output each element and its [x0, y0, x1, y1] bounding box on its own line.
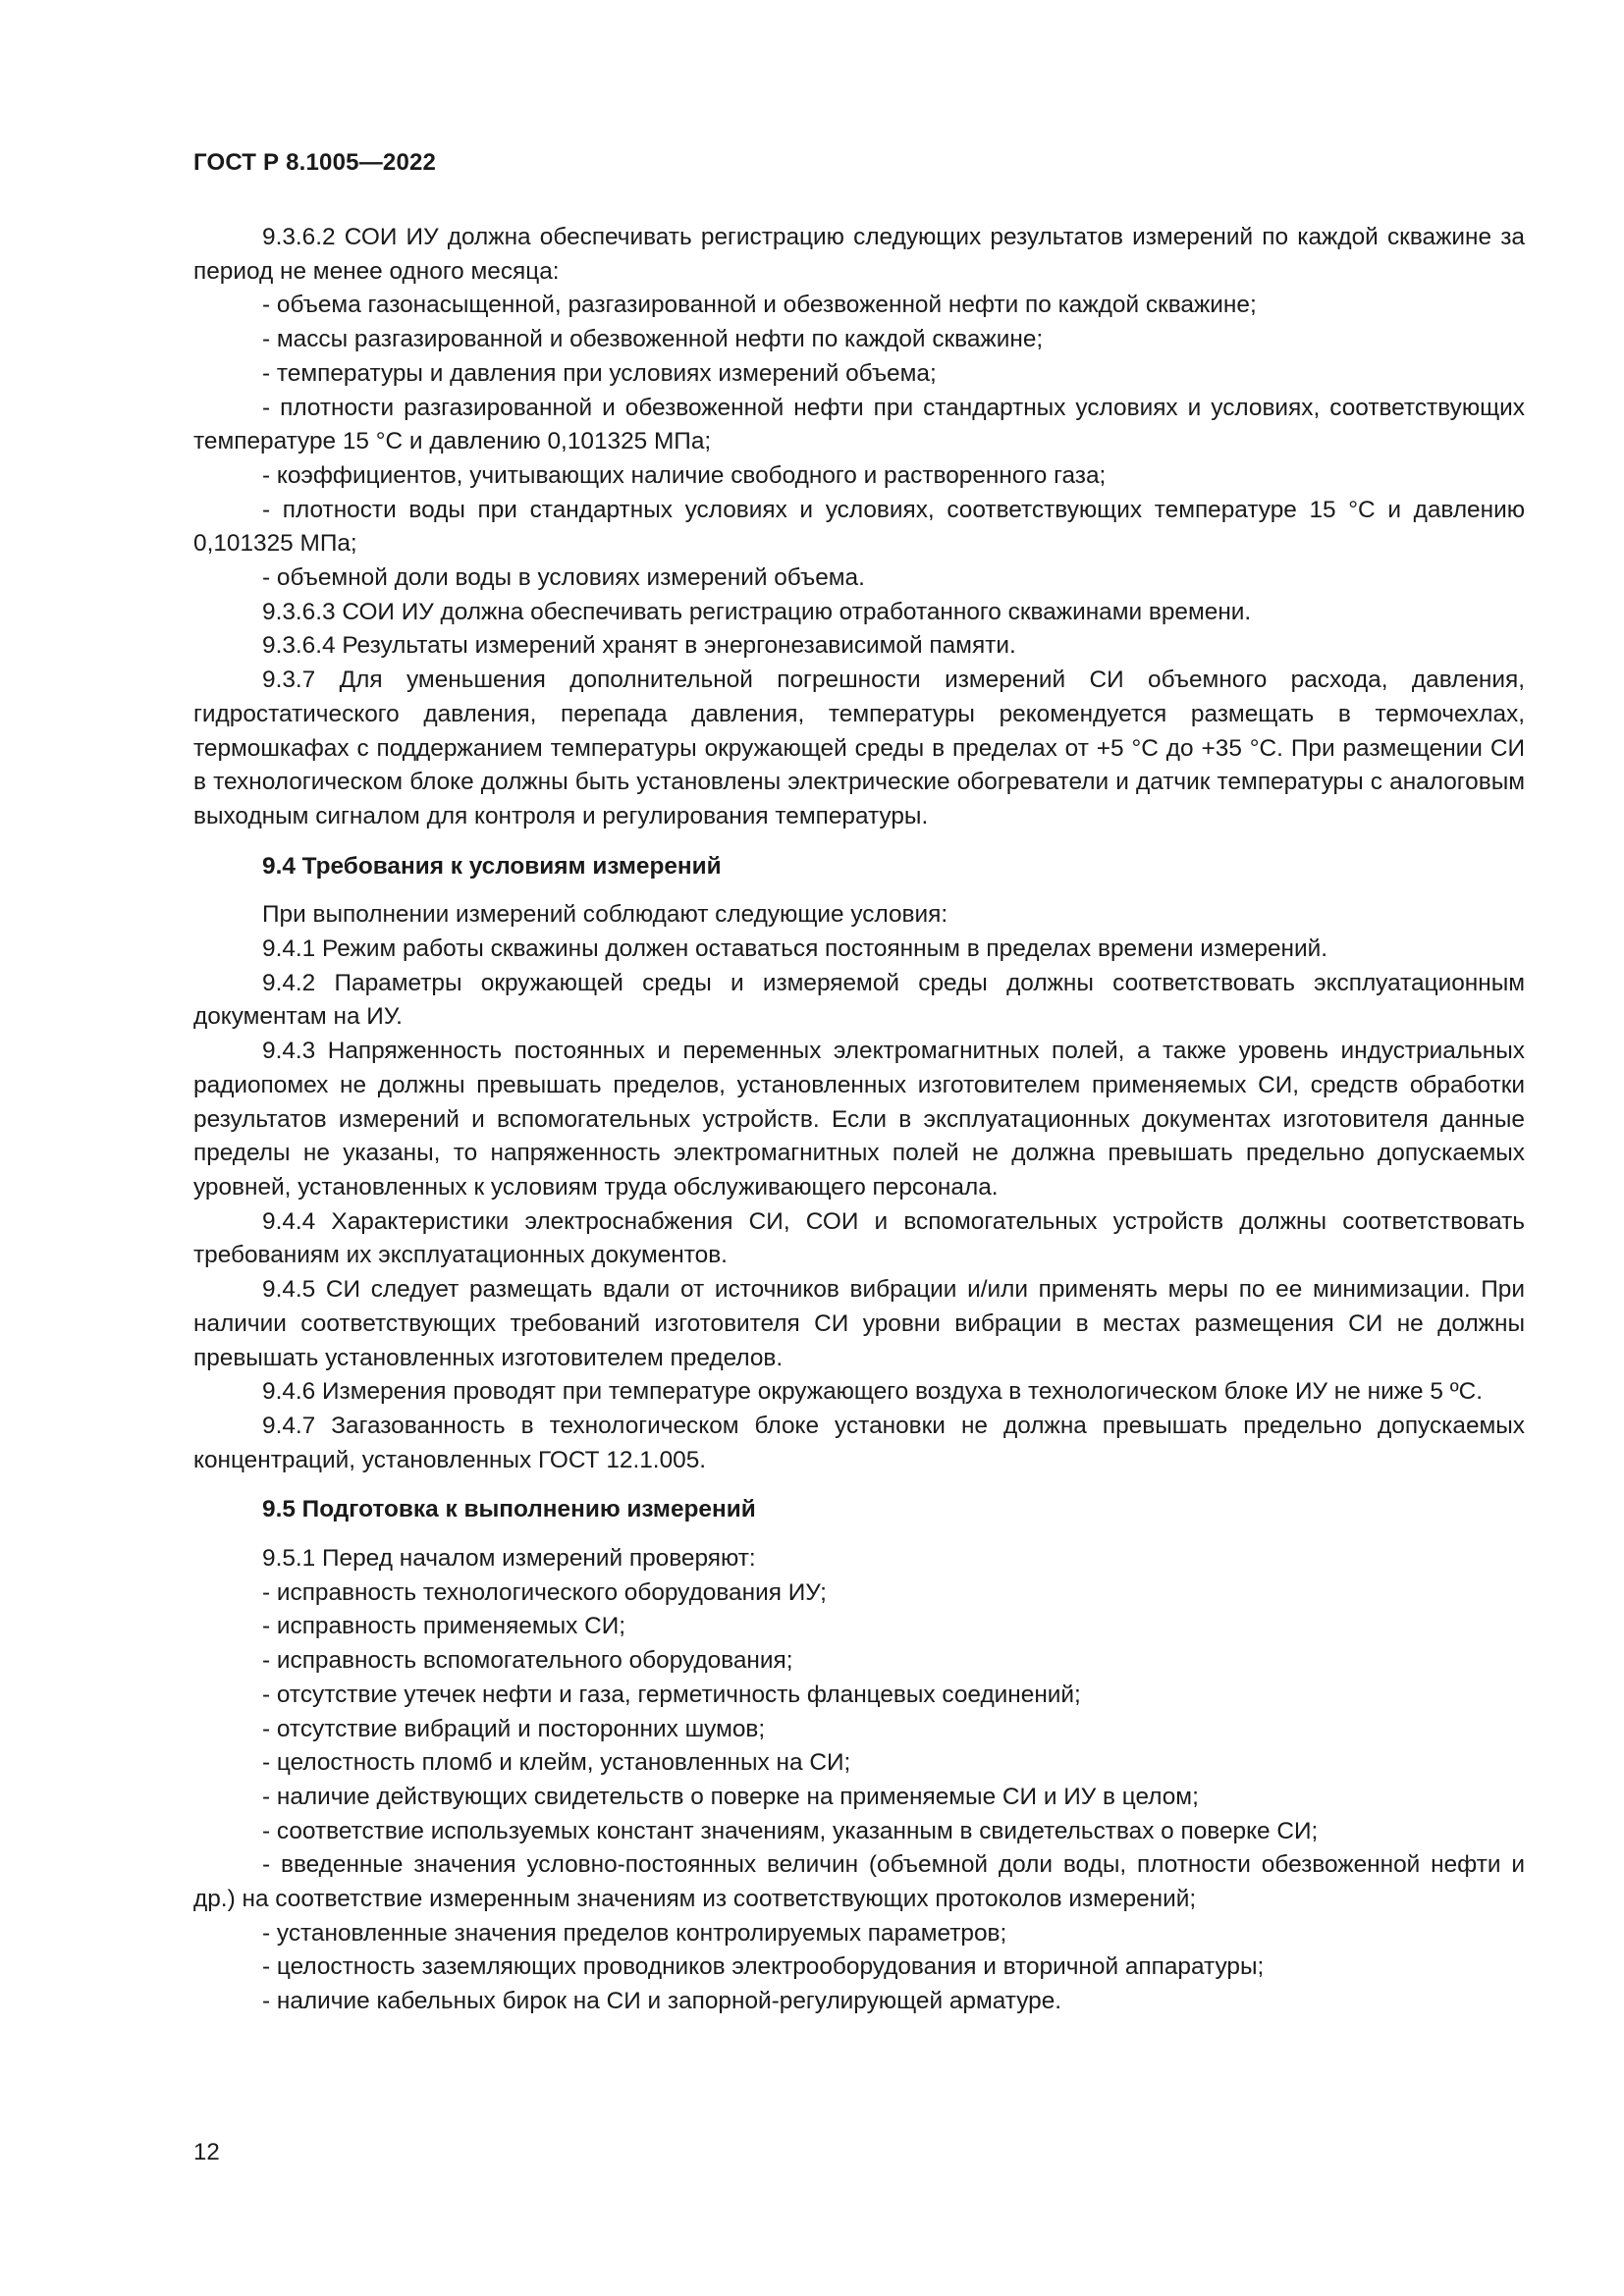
section-title-9-4: 9.4 Требования к условиям измерений	[262, 852, 722, 880]
paragraph-9-4-5: 9.4.5 СИ следует размещать вдали от источников вибрации и/или применять меры по ее минимизации. При наличии соответствующих требований изготовителя СИ уровни вибрации в местах размещения СИ не должны превышать установленных изготовителем пределов.	[193, 1276, 1525, 1371]
list-item: - целостность заземляющих проводников электрооборудования и вторичной аппаратуры;	[262, 1953, 1265, 1981]
list-item: - наличие кабельных бирок на СИ и запорной-регулирующей арматуре.	[262, 1988, 1062, 2015]
page-number: 12	[193, 2139, 220, 2165]
list-item: - установленные значения пределов контролируемых параметров;	[262, 1919, 1007, 1947]
paragraph-9-4-1: 9.4.1 Режим работы скважины должен оставаться постоянным в пределах времени измерений.	[262, 935, 1328, 963]
document-body	[193, 221, 1525, 2019]
paragraph-9-4-2: 9.4.2 Параметры окружающей среды и измеряемой среды должны соответствовать эксплуатационным документам на ИУ.	[193, 969, 1525, 1031]
paragraph-9-5-1: 9.5.1 Перед началом измерений проверяют:	[262, 1545, 756, 1573]
list-item: - температуры и давления при условиях измерений объема;	[262, 359, 937, 387]
paragraph-9-3-6-4: 9.3.6.4 Результаты измерений хранят в энергонезависимой памяти.	[262, 632, 1016, 660]
list-item: - объема газонасыщенной, разгазированной и обезвоженной нефти по каждой скважине;	[262, 292, 1257, 319]
list-item: - исправность вспомогательного оборудования;	[262, 1647, 793, 1675]
list-item: - отсутствие вибраций и посторонних шумов;	[262, 1715, 766, 1742]
paragraph-9-3-6-2: 9.3.6.2 СОИ ИУ должна обеспечивать регистрацию следующих результатов измерений по каждой скважине за период не менее одного месяца:	[193, 224, 1525, 285]
paragraph-9-3-6-3: 9.3.6.3 СОИ ИУ должна обеспечивать регистрацию отработанного скважинами времени.	[262, 598, 1252, 625]
list-item: - плотности воды при стандартных условиях и условиях, соответствующих температуре 15 °С и давлению 0,101325 МПа;	[193, 496, 1525, 558]
list-item: - объемной доли воды в условиях измерений объема.	[262, 564, 865, 592]
list-item: - массы разгазированной и обезвоженной нефти по каждой скважине;	[262, 326, 1044, 353]
paragraph-9-4-7: 9.4.7 Загазованность в технологическом блоке установки не должна превышать предельно допускаемых концентраций, установленных ГОСТ 12.1.005.	[193, 1412, 1525, 1473]
paragraph-9-4-intro: При выполнении измерений соблюдают следующие условия:	[262, 901, 948, 929]
list-item: - исправность технологического оборудования ИУ;	[262, 1578, 827, 1606]
paragraph-9-4-6: 9.4.6 Измерения проводят при температуре окружающего воздуха в технологическом блоке ИУ не ниже 5 ºС.	[262, 1378, 1484, 1406]
list-item: - коэффициентов, учитывающих наличие свободного и растворенного газа;	[262, 461, 1107, 489]
list-item: - введенные значения условно-постоянных величин (объемной доли воды, плотности обезвоженной нефти и др.) на соответствие измеренным значениям из соответствующих протоколов измерений;	[193, 1851, 1525, 1913]
paragraph-9-4-3: 9.4.3 Напряженность постоянных и переменных электромагнитных полей, а также уровень индустриальных радиопомех не должны превышать пределов, установленных изготовителем применяемых СИ, средств обработки результатов измерений и вспомогательных устройств. Если в эксплуатационных документах изготовителя данные пределы не указаны, то напряженность электромагнитных полей не должна превышать предельно допускаемых уровней, установленных к условиям труда обслуживающего персонала.	[193, 1038, 1525, 1201]
list-item: - исправность применяемых СИ;	[262, 1613, 626, 1640]
paragraph-9-3-7: 9.3.7 Для уменьшения дополнительной погрешности измерений СИ объемного расхода, давления, гидростатического давления, перепада давления, температуры рекомендуется размещать в термочехлах, термошкафах с поддержанием температуры окружающей среды в пределах от +5 °С до +35 °С. При размещении СИ в технологическом блоке должны быть установлены электрические обогреватели и датчик температуры с аналоговым выходным сигналом для контроля и регулирования температуры.	[193, 667, 1525, 829]
paragraph-9-4-4: 9.4.4 Характеристики электроснабжения СИ, СОИ и вспомогательных устройств должны соответствовать требованиям их эксплуатационных документов.	[193, 1207, 1525, 1269]
list-item: - наличие действующих свидетельств о поверке на применяемые СИ и ИУ в целом;	[262, 1783, 1199, 1810]
list-item: - соответствие используемых констант значениям, указанным в свидетельствах о поверке СИ;	[262, 1817, 1319, 1844]
list-item: - плотности разгазированной и обезвоженной нефти при стандартных условиях и условиях, соответствующих температуре 15 °С и давлению 0,101325 МПа;	[193, 394, 1525, 455]
document-header: ГОСТ Р 8.1005—2022	[193, 149, 437, 176]
section-title-9-5: 9.5 Подготовка к выполнению измерений	[262, 1496, 756, 1523]
list-item: - целостность пломб и клейм, установленных на СИ;	[262, 1749, 851, 1777]
list-item: - отсутствие утечек нефти и газа, герметичность фланцевых соединений;	[262, 1681, 1081, 1708]
